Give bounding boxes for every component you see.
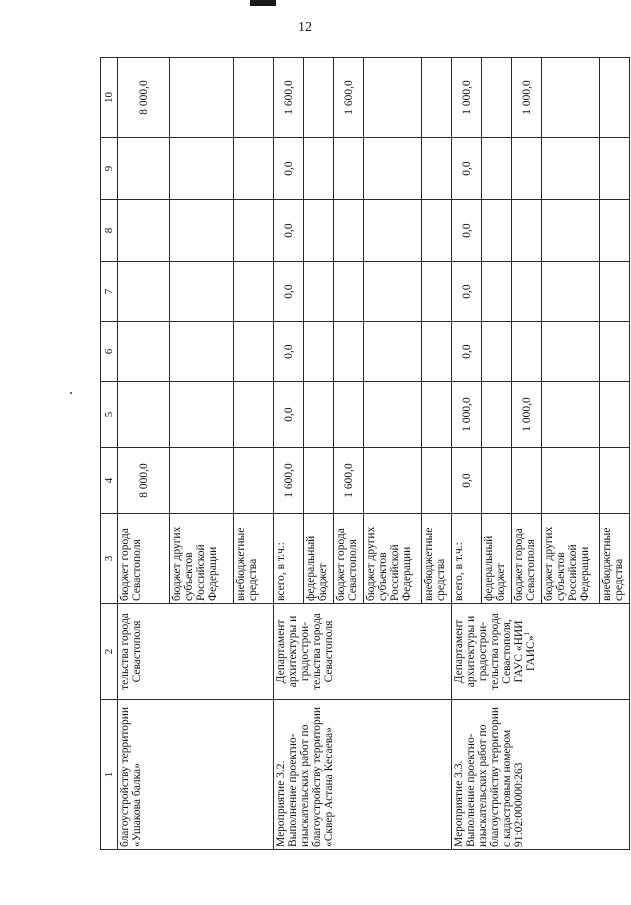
table-row [274, 58, 304, 850]
header-mark [250, 0, 276, 6]
column-number: 10 [101, 58, 118, 138]
budget-table [100, 57, 630, 850]
funding-source: бюджет города Севастополя [118, 514, 170, 604]
amount-cell [170, 200, 234, 262]
column-number: 1 [101, 700, 118, 850]
amount-cell [600, 138, 630, 200]
amount-cell [482, 58, 512, 138]
amount-cell [422, 58, 452, 138]
activity-description: благоустройству территории «Ушакова балка» [118, 700, 274, 850]
amount-cell [364, 448, 422, 514]
amount-cell: 0,0 [274, 262, 304, 322]
table-row [452, 58, 482, 850]
amount-cell [364, 138, 422, 200]
funding-source: всего, в т.ч.: [274, 514, 304, 604]
amount-cell: 0,0 [274, 200, 304, 262]
amount-cell [118, 262, 170, 322]
amount-cell [482, 262, 512, 322]
amount-cell [422, 382, 452, 448]
amount-cell [364, 262, 422, 322]
executor-text: тельства города Севастополя [119, 613, 143, 690]
amount-cell [542, 200, 600, 262]
amount-cell [600, 58, 630, 138]
amount-cell [512, 262, 542, 322]
column-number: 3 [101, 514, 118, 604]
activity-description: Мероприятие 3.3. Выполнение проектно-изыскательских работ по благоустройству территории с кадастровым номером 91:02:000000:263 [452, 700, 630, 850]
amount-cell [118, 200, 170, 262]
executor-text: Департамент архитектуры и градострои-тельства города Севастополя, ГАУС «НИИ ГАИС» [453, 613, 537, 690]
amount-cell [304, 448, 334, 514]
funding-source: бюджет города Севастополя [334, 514, 364, 604]
responsible-executor [452, 604, 630, 700]
amount-cell [170, 448, 234, 514]
amount-cell: 0,0 [452, 200, 482, 262]
amount-cell [234, 58, 274, 138]
amount-cell [304, 262, 334, 322]
amount-cell: 1 600,0 [274, 448, 304, 514]
amount-cell [600, 322, 630, 382]
amount-cell [512, 200, 542, 262]
amount-cell [118, 382, 170, 448]
amount-cell: 0,0 [452, 322, 482, 382]
funding-source: бюджет других субъектов Российской Федерации [170, 514, 234, 604]
amount-cell [422, 448, 452, 514]
amount-cell [542, 262, 600, 322]
amount-cell [422, 200, 452, 262]
funding-source: внебюджетные средства [422, 514, 452, 604]
amount-cell [482, 200, 512, 262]
amount-cell [170, 382, 234, 448]
amount-cell: 1 000,0 [512, 58, 542, 138]
amount-cell [600, 382, 630, 448]
amount-cell [304, 382, 334, 448]
amount-cell: 0,0 [452, 138, 482, 200]
amount-cell [482, 382, 512, 448]
responsible-executor [274, 604, 452, 700]
amount-cell [234, 382, 274, 448]
amount-cell [170, 322, 234, 382]
funding-source: внебюджетные средства [234, 514, 274, 604]
amount-cell [422, 138, 452, 200]
header-row [101, 58, 118, 850]
amount-cell [512, 448, 542, 514]
amount-cell [482, 322, 512, 382]
amount-cell [234, 448, 274, 514]
amount-cell [542, 138, 600, 200]
amount-cell [364, 58, 422, 138]
scan-speck [70, 392, 72, 394]
funding-source: бюджет других субъектов Российской Федерации [364, 514, 422, 604]
amount-cell [364, 200, 422, 262]
amount-cell: 1 000,0 [512, 382, 542, 448]
amount-cell: 8 000,0 [118, 58, 170, 138]
amount-cell: 0,0 [274, 382, 304, 448]
amount-cell [334, 382, 364, 448]
amount-cell [304, 200, 334, 262]
amount-cell [234, 138, 274, 200]
amount-cell [482, 138, 512, 200]
page-number: 12 [298, 20, 312, 35]
amount-cell [600, 200, 630, 262]
amount-cell: 0,0 [452, 262, 482, 322]
rotated-table-container [100, 58, 625, 850]
column-number: 9 [101, 138, 118, 200]
amount-cell: 1 000,0 [452, 58, 482, 138]
column-number: 6 [101, 322, 118, 382]
amount-cell [512, 322, 542, 382]
amount-cell [364, 322, 422, 382]
amount-cell [334, 322, 364, 382]
funding-source: внебюджетные средства [600, 514, 630, 604]
amount-cell [170, 262, 234, 322]
funding-source: всего, в т.ч.: [452, 514, 482, 604]
amount-cell [304, 138, 334, 200]
activity-description: Мероприятие 3.2. Выполнение проектно-изыскательских работ по благоустройству территории «Сквер Астана Кесаева» [274, 700, 452, 850]
amount-cell: 0,0 [274, 322, 304, 382]
executor-text: Департамент архитектуры и градострои-тельства города Севастополя [275, 613, 335, 690]
responsible-executor [118, 604, 274, 700]
amount-cell [422, 322, 452, 382]
amount-cell [304, 322, 334, 382]
amount-cell [170, 138, 234, 200]
column-number: 8 [101, 200, 118, 262]
amount-cell: 1 600,0 [334, 448, 364, 514]
amount-cell: 1 000,0 [452, 382, 482, 448]
funding-source: федеральный бюджет [482, 514, 512, 604]
amount-cell: 8 000,0 [118, 448, 170, 514]
amount-cell [422, 262, 452, 322]
amount-cell [600, 448, 630, 514]
amount-cell [482, 448, 512, 514]
column-number: 7 [101, 262, 118, 322]
amount-cell: 1 600,0 [274, 58, 304, 138]
column-number: 2 [101, 604, 118, 700]
table-row [118, 58, 170, 850]
amount-cell: 1 600,0 [334, 58, 364, 138]
amount-cell [542, 322, 600, 382]
amount-cell [542, 58, 600, 138]
amount-cell [542, 382, 600, 448]
amount-cell [512, 138, 542, 200]
amount-cell [542, 448, 600, 514]
amount-cell: 0,0 [452, 448, 482, 514]
footnote-marker: 1 [523, 632, 532, 636]
column-number: 4 [101, 448, 118, 514]
amount-cell [234, 200, 274, 262]
amount-cell [170, 58, 234, 138]
amount-cell [118, 322, 170, 382]
amount-cell: 0,0 [274, 138, 304, 200]
amount-cell [334, 138, 364, 200]
funding-source: бюджет города Севастополя [512, 514, 542, 604]
amount-cell [304, 58, 334, 138]
funding-source: бюджет других субъектов Российской Федерации [542, 514, 600, 604]
amount-cell [600, 262, 630, 322]
amount-cell [234, 322, 274, 382]
amount-cell [118, 138, 170, 200]
amount-cell [364, 382, 422, 448]
amount-cell [334, 262, 364, 322]
funding-source: федеральный бюджет [304, 514, 334, 604]
amount-cell [334, 200, 364, 262]
amount-cell [234, 262, 274, 322]
column-number: 5 [101, 382, 118, 448]
